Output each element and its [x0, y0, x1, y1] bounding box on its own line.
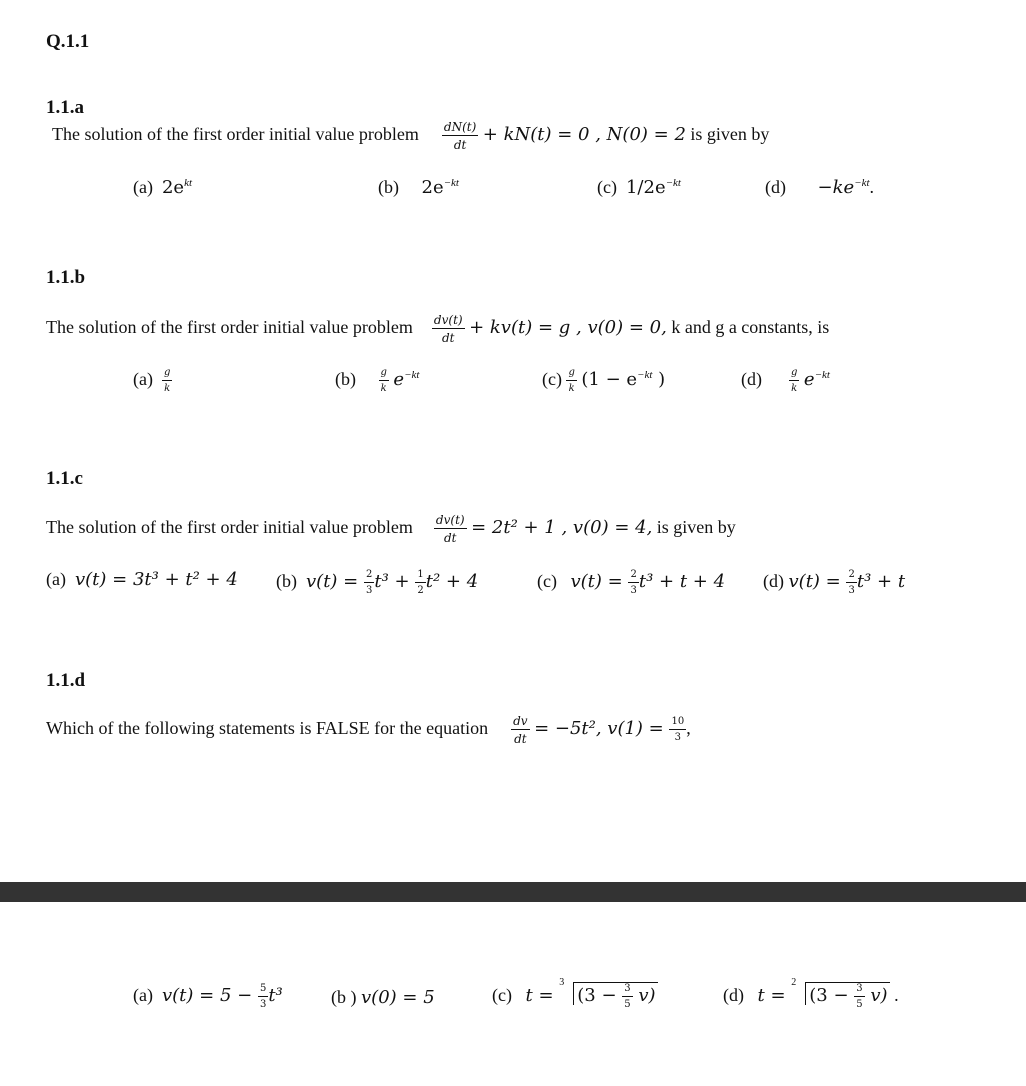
- part-d-option-a: (a) v(t) = 5 − $\frac{5}{3}$ t³: [133, 983, 283, 1010]
- part-b-statement: [46, 314, 829, 344]
- part-d-option-d: (d) t = 2 (3 − $\frac{3}{5}$ v) .: [723, 977, 899, 1010]
- part-b-suffix: k and g a constants, is: [671, 317, 830, 338]
- part-c-option-b: (b) v(t) = $\frac{2}{3}$ t³ + $\frac{1}{2}$ t² + 4: [276, 569, 479, 596]
- part-b-label: 1.1.b: [46, 267, 86, 288]
- part-a-derivative: $\frac{dN(t)}{dt}$: [443, 120, 477, 152]
- cube-root: 3 (3 − $\frac{3}{5}$ v): [559, 977, 656, 1010]
- part-a-statement: [52, 121, 769, 151]
- part-c-derivative: $\frac{dv(t)}{dt}$: [435, 513, 465, 545]
- part-d-derivative: $\frac{dv}{dt}$: [513, 714, 528, 746]
- part-a-option-a: (a) $2e^{kt}$: [133, 177, 193, 198]
- part-b-equation: + kv(t) = g , v(0) = 0,: [469, 317, 667, 339]
- question-title: Q.1.1: [46, 31, 90, 52]
- part-c-option-d: (d) v(t) = $\frac{2}{3}$ t³ + t: [763, 569, 906, 596]
- part-a-option-c: (c) $1/2e^{-kt}$: [597, 177, 681, 198]
- divider-bar: [0, 882, 1026, 902]
- part-c-equation: = 2t² + 1 , v(0) = 4,: [471, 517, 653, 539]
- part-a-label: 1.1.a: [46, 97, 84, 118]
- part-d-option-b: (b ) v(0) = 5: [331, 987, 435, 1008]
- part-c-suffix: is given by: [656, 517, 736, 538]
- part-d-label: 1.1.d: [46, 670, 86, 691]
- part-b-text: The solution of the first order initial value problem: [46, 317, 413, 338]
- part-d-statement: Which of the following statements is FALSE for the equation $\frac{dv}{dt}$ = −5t², v(1) = $\frac{10}{3}$ ,: [46, 714, 691, 746]
- part-a-option-b: (b) $2e^{-kt}$: [378, 177, 459, 198]
- part-a-suffix: is given by: [690, 124, 770, 145]
- part-d-equation: = −5t², v(1) =: [534, 718, 670, 740]
- part-b-option-d: (d) $\frac{g}{k}$ $e^{-kt}$: [741, 367, 830, 394]
- part-c-option-a: (a) v(t) = 3t³ + t² + 4: [46, 569, 238, 590]
- part-c-label: 1.1.c: [46, 468, 83, 489]
- part-c-statement: [46, 514, 736, 544]
- part-a-option-d: (d) $-ke^{-kt}$.: [765, 177, 875, 198]
- part-b-option-c: (c) $\frac{g}{k}$ ($1 - e^{-kt}$ ): [542, 367, 666, 394]
- part-d-option-c: (c) t = 3 (3 − $\frac{3}{5}$ v): [492, 977, 656, 1010]
- part-d-text: Which of the following statements is FALSE for the equation: [46, 718, 489, 739]
- part-c-text: The solution of the first order initial value problem: [46, 517, 413, 538]
- part-a-equation: + kN(t) = 0 , N(0) = 2: [482, 124, 686, 146]
- part-b-option-b: (b) $\frac{g}{k}$ $e^{-kt}$: [335, 367, 420, 394]
- part-c-option-c: (c) v(t) = $\frac{2}{3}$ t³ + t + 4: [537, 569, 726, 596]
- part-b-option-a: (a) $\frac{g}{k}$: [133, 367, 171, 394]
- part-b-derivative: $\frac{dv(t)}{dt}$: [433, 313, 463, 345]
- part-a-text: The solution of the first order initial value problem: [52, 124, 419, 145]
- square-root: 2 (3 − $\frac{3}{5}$ v): [791, 977, 888, 1010]
